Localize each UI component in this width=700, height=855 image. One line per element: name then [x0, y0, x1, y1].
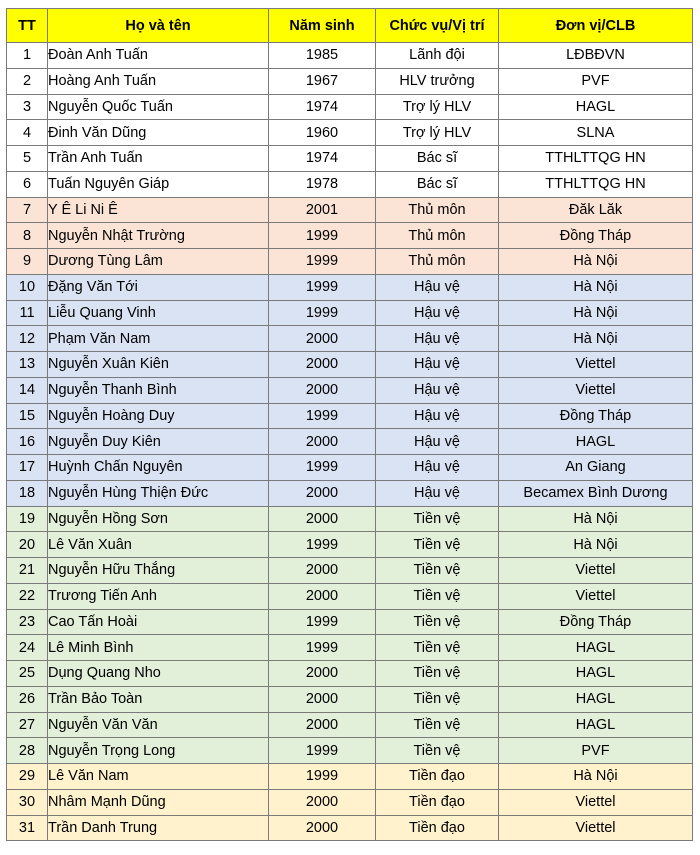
cell-club[interactable]: LĐBĐVN — [499, 43, 693, 69]
cell-role[interactable]: Tiền vệ — [376, 609, 499, 635]
cell-tt[interactable]: 23 — [7, 609, 48, 635]
cell-role[interactable]: Hậu vệ — [376, 300, 499, 326]
cell-club[interactable]: HAGL — [499, 635, 693, 661]
cell-club[interactable]: Hà Nội — [499, 249, 693, 275]
cell-tt[interactable]: 10 — [7, 274, 48, 300]
cell-tt[interactable]: 30 — [7, 789, 48, 815]
cell-year[interactable]: 1999 — [269, 249, 376, 275]
cell-name[interactable]: Dương Tùng Lâm — [48, 249, 269, 275]
table-row — [7, 352, 693, 378]
cell-tt[interactable]: 5 — [7, 146, 48, 172]
table-row — [7, 764, 693, 790]
cell-tt[interactable]: 4 — [7, 120, 48, 146]
table-row — [7, 300, 693, 326]
cell-year[interactable]: 2000 — [269, 429, 376, 455]
cell-role[interactable]: Trợ lý HLV — [376, 120, 499, 146]
cell-role[interactable]: Tiền đạo — [376, 815, 499, 841]
table-row — [7, 146, 693, 172]
cell-club[interactable]: Hà Nội — [499, 326, 693, 352]
cell-name[interactable]: Nhâm Mạnh Dũng — [48, 789, 269, 815]
cell-role[interactable]: Thủ môn — [376, 197, 499, 223]
table-row — [7, 223, 693, 249]
cell-year[interactable]: 2000 — [269, 686, 376, 712]
table-row — [7, 661, 693, 687]
cell-year[interactable]: 1999 — [269, 403, 376, 429]
cell-tt[interactable]: 7 — [7, 197, 48, 223]
cell-year[interactable]: 2001 — [269, 197, 376, 223]
table-row — [7, 583, 693, 609]
cell-role[interactable]: Tiền vệ — [376, 686, 499, 712]
cell-tt[interactable]: 12 — [7, 326, 48, 352]
cell-tt[interactable]: 11 — [7, 300, 48, 326]
cell-club[interactable]: TTHLTTQG HN — [499, 171, 693, 197]
cell-name[interactable]: Phạm Văn Nam — [48, 326, 269, 352]
cell-role[interactable]: Tiền vệ — [376, 712, 499, 738]
cell-tt[interactable]: 28 — [7, 738, 48, 764]
cell-name[interactable]: Lê Minh Bình — [48, 635, 269, 661]
cell-name[interactable]: Nguyễn Trọng Long — [48, 738, 269, 764]
cell-role[interactable]: Hậu vệ — [376, 352, 499, 378]
table-body — [7, 43, 693, 841]
cell-name[interactable]: Nguyễn Hồng Sơn — [48, 506, 269, 532]
cell-year[interactable]: 2000 — [269, 352, 376, 378]
table-row — [7, 94, 693, 120]
cell-year[interactable]: 2000 — [269, 583, 376, 609]
cell-name[interactable]: Nguyễn Hữu Thắng — [48, 558, 269, 584]
cell-tt[interactable]: 29 — [7, 764, 48, 790]
cell-name[interactable]: Trần Bảo Toàn — [48, 686, 269, 712]
cell-name[interactable]: Nguyễn Thanh Bình — [48, 377, 269, 403]
cell-year[interactable]: 2000 — [269, 815, 376, 841]
cell-club[interactable]: Đồng Tháp — [499, 609, 693, 635]
cell-tt[interactable]: 24 — [7, 635, 48, 661]
table-row — [7, 43, 693, 69]
cell-tt[interactable]: 20 — [7, 532, 48, 558]
cell-tt[interactable]: 18 — [7, 480, 48, 506]
cell-name[interactable]: Nguyễn Văn Văn — [48, 712, 269, 738]
cell-role[interactable]: Tiền đạo — [376, 789, 499, 815]
cell-club[interactable]: Đăk Lăk — [499, 197, 693, 223]
cell-role[interactable]: Trợ lý HLV — [376, 94, 499, 120]
cell-year[interactable]: 2000 — [269, 789, 376, 815]
cell-year[interactable]: 2000 — [269, 558, 376, 584]
cell-club[interactable]: Hà Nội — [499, 300, 693, 326]
cell-name[interactable]: Lê Văn Xuân — [48, 532, 269, 558]
cell-year[interactable]: 1999 — [269, 274, 376, 300]
table-row — [7, 532, 693, 558]
cell-name[interactable]: Nguyễn Nhật Trường — [48, 223, 269, 249]
cell-club[interactable]: Hà Nội — [499, 274, 693, 300]
table-row — [7, 197, 693, 223]
table-row — [7, 506, 693, 532]
cell-year[interactable]: 1999 — [269, 223, 376, 249]
table-row — [7, 480, 693, 506]
cell-club[interactable]: Đồng Tháp — [499, 223, 693, 249]
table-row — [7, 249, 693, 275]
table-row — [7, 609, 693, 635]
cell-club[interactable]: HAGL — [499, 429, 693, 455]
cell-club[interactable]: TTHLTTQG HN — [499, 146, 693, 172]
cell-name[interactable]: Nguyễn Quốc Tuấn — [48, 94, 269, 120]
cell-year[interactable]: 1999 — [269, 609, 376, 635]
cell-tt[interactable]: 26 — [7, 686, 48, 712]
cell-name[interactable]: Cao Tấn Hoài — [48, 609, 269, 635]
cell-name[interactable]: Tuấn Nguyên Giáp — [48, 171, 269, 197]
cell-club[interactable]: Viettel — [499, 815, 693, 841]
cell-club[interactable]: Đồng Tháp — [499, 403, 693, 429]
cell-year[interactable]: 2000 — [269, 377, 376, 403]
table-row — [7, 120, 693, 146]
cell-role[interactable]: Hậu vệ — [376, 377, 499, 403]
cell-name[interactable]: Trương Tiến Anh — [48, 583, 269, 609]
cell-role[interactable]: Tiền vệ — [376, 661, 499, 687]
cell-name[interactable]: Đoàn Anh Tuấn — [48, 43, 269, 69]
table-row — [7, 429, 693, 455]
cell-name[interactable]: Dụng Quang Nho — [48, 661, 269, 687]
cell-year[interactable]: 1960 — [269, 120, 376, 146]
cell-role[interactable]: Hậu vệ — [376, 429, 499, 455]
cell-role[interactable]: Tiền vệ — [376, 635, 499, 661]
cell-role[interactable]: Tiền vệ — [376, 738, 499, 764]
cell-name[interactable]: Lê Văn Nam — [48, 764, 269, 790]
cell-year[interactable]: 1967 — [269, 68, 376, 94]
cell-name[interactable]: Y Ê Li Ni Ê — [48, 197, 269, 223]
table-row — [7, 558, 693, 584]
cell-club[interactable]: Viettel — [499, 789, 693, 815]
table-row — [7, 686, 693, 712]
cell-role[interactable]: Hậu vệ — [376, 274, 499, 300]
cell-role[interactable]: Tiền vệ — [376, 583, 499, 609]
cell-role[interactable]: Bác sĩ — [376, 171, 499, 197]
cell-tt[interactable]: 19 — [7, 506, 48, 532]
cell-role[interactable]: Tiền đạo — [376, 764, 499, 790]
cell-year[interactable]: 2000 — [269, 480, 376, 506]
cell-club[interactable]: PVF — [499, 738, 693, 764]
cell-year[interactable]: 1999 — [269, 300, 376, 326]
cell-tt[interactable]: 15 — [7, 403, 48, 429]
table-row — [7, 789, 693, 815]
cell-name[interactable]: Nguyễn Duy Kiên — [48, 429, 269, 455]
header-role[interactable]: Chức vụ/Vị trí — [376, 9, 499, 43]
roster-table — [6, 8, 693, 841]
cell-club[interactable]: Becamex Bình Dương — [499, 480, 693, 506]
header-year[interactable]: Năm sinh — [269, 9, 376, 43]
cell-year[interactable]: 2000 — [269, 506, 376, 532]
cell-role[interactable]: Hậu vệ — [376, 480, 499, 506]
table-row — [7, 68, 693, 94]
cell-tt[interactable]: 16 — [7, 429, 48, 455]
cell-tt[interactable]: 1 — [7, 43, 48, 69]
cell-club[interactable]: Hà Nội — [499, 532, 693, 558]
cell-name[interactable]: Huỳnh Chấn Nguyên — [48, 455, 269, 481]
cell-tt[interactable]: 25 — [7, 661, 48, 687]
cell-name[interactable]: Nguyễn Xuân Kiên — [48, 352, 269, 378]
cell-club[interactable]: SLNA — [499, 120, 693, 146]
cell-name[interactable]: Đinh Văn Dũng — [48, 120, 269, 146]
table-row — [7, 712, 693, 738]
table-row — [7, 171, 693, 197]
cell-name[interactable]: Đặng Văn Tới — [48, 274, 269, 300]
header-row — [7, 9, 693, 43]
cell-role[interactable]: HLV trưởng — [376, 68, 499, 94]
cell-role[interactable]: Hậu vệ — [376, 455, 499, 481]
table-row — [7, 403, 693, 429]
cell-tt[interactable]: 9 — [7, 249, 48, 275]
cell-year[interactable]: 2000 — [269, 712, 376, 738]
cell-role[interactable]: Tiền vệ — [376, 532, 499, 558]
cell-year[interactable]: 1999 — [269, 635, 376, 661]
cell-name[interactable]: Trần Anh Tuấn — [48, 146, 269, 172]
table-row — [7, 455, 693, 481]
cell-club[interactable]: Viettel — [499, 558, 693, 584]
table-row — [7, 377, 693, 403]
header-name[interactable]: Họ và tên — [48, 9, 269, 43]
cell-tt[interactable]: 17 — [7, 455, 48, 481]
cell-club[interactable]: Hà Nội — [499, 506, 693, 532]
cell-name[interactable]: Trần Danh Trung — [48, 815, 269, 841]
table-header — [7, 9, 693, 43]
cell-name[interactable]: Nguyễn Hùng Thiện Đức — [48, 480, 269, 506]
table-row — [7, 274, 693, 300]
cell-role[interactable]: Thủ môn — [376, 249, 499, 275]
cell-tt[interactable]: 13 — [7, 352, 48, 378]
cell-name[interactable]: Hoàng Anh Tuấn — [48, 68, 269, 94]
cell-tt[interactable]: 31 — [7, 815, 48, 841]
cell-name[interactable]: Nguyễn Hoàng Duy — [48, 403, 269, 429]
cell-year[interactable]: 1974 — [269, 94, 376, 120]
table-row — [7, 635, 693, 661]
table-row — [7, 815, 693, 841]
cell-year[interactable]: 2000 — [269, 661, 376, 687]
cell-role[interactable]: Hậu vệ — [376, 326, 499, 352]
cell-year[interactable]: 1978 — [269, 171, 376, 197]
cell-name[interactable]: Liễu Quang Vinh — [48, 300, 269, 326]
header-club[interactable]: Đơn vị/CLB — [499, 9, 693, 43]
cell-club[interactable]: HAGL — [499, 94, 693, 120]
cell-tt[interactable]: 22 — [7, 583, 48, 609]
cell-role[interactable]: Bác sĩ — [376, 146, 499, 172]
cell-tt[interactable]: 14 — [7, 377, 48, 403]
cell-role[interactable]: Lãnh đội — [376, 43, 499, 69]
cell-role[interactable]: Tiền vệ — [376, 506, 499, 532]
cell-club[interactable]: HAGL — [499, 661, 693, 687]
cell-role[interactable]: Thủ môn — [376, 223, 499, 249]
cell-year[interactable]: 1999 — [269, 532, 376, 558]
cell-club[interactable]: Viettel — [499, 583, 693, 609]
cell-club[interactable]: PVF — [499, 68, 693, 94]
cell-year[interactable]: 1985 — [269, 43, 376, 69]
cell-year[interactable]: 1999 — [269, 455, 376, 481]
cell-tt[interactable]: 2 — [7, 68, 48, 94]
cell-year[interactable]: 1999 — [269, 738, 376, 764]
cell-tt[interactable]: 3 — [7, 94, 48, 120]
cell-role[interactable]: Hậu vệ — [376, 403, 499, 429]
cell-role[interactable]: Tiền vệ — [376, 558, 499, 584]
cell-tt[interactable]: 6 — [7, 171, 48, 197]
header-tt[interactable]: TT — [7, 9, 48, 43]
cell-year[interactable]: 1974 — [269, 146, 376, 172]
cell-year[interactable]: 1999 — [269, 764, 376, 790]
cell-club[interactable]: HAGL — [499, 686, 693, 712]
cell-club[interactable]: Hà Nội — [499, 764, 693, 790]
cell-tt[interactable]: 21 — [7, 558, 48, 584]
table-row — [7, 738, 693, 764]
cell-club[interactable]: Viettel — [499, 377, 693, 403]
cell-year[interactable]: 2000 — [269, 326, 376, 352]
cell-club[interactable]: HAGL — [499, 712, 693, 738]
cell-club[interactable]: Viettel — [499, 352, 693, 378]
cell-tt[interactable]: 27 — [7, 712, 48, 738]
cell-club[interactable]: An Giang — [499, 455, 693, 481]
cell-tt[interactable]: 8 — [7, 223, 48, 249]
table-row — [7, 326, 693, 352]
